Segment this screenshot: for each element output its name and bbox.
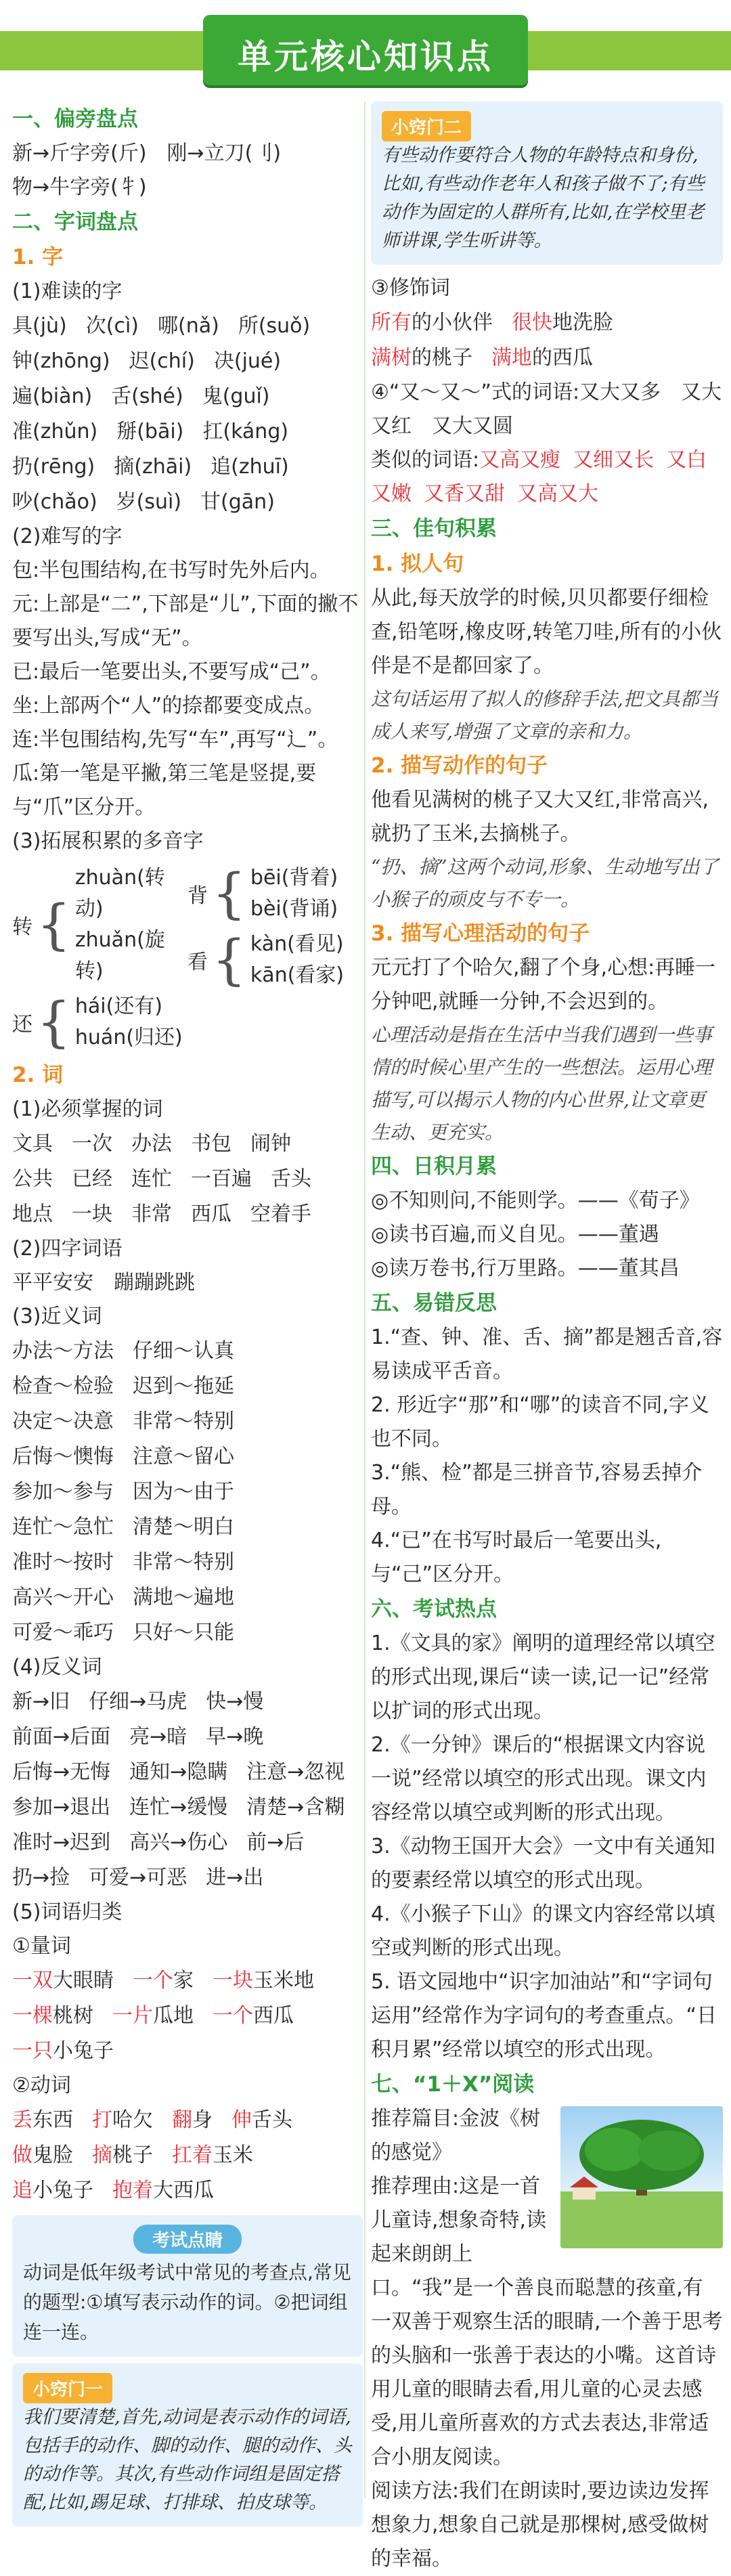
pinyin-char: 掰(bāi) <box>116 420 184 443</box>
word-row <box>12 414 363 450</box>
phrase-rest: 的西瓜 <box>532 346 593 370</box>
synonym-pair: 非常～特别 <box>133 1550 234 1574</box>
phrase-rest: 舌头 <box>252 2108 292 2132</box>
hotspot-item: 2.《一分钟》课后的“根据课文内容说一说”经常以填空的形式出现。课文内容经常以填空或判断的形式出现。 <box>371 1733 707 1825</box>
antonyms <box>12 1684 363 1896</box>
word: 非常 <box>131 1202 172 1226</box>
pinyin-char: 钟(zhōng) <box>12 349 110 373</box>
word-row <box>12 309 363 344</box>
modifiers <box>371 305 723 376</box>
item-title: (3)拓展积累的多音字 <box>12 829 204 853</box>
tip-text: 有些动作要符合人物的年龄特点和身份,比如,有些动作老年人和孩子做不了;有些动作为固定的人群所有,比如,在学校里老师讲课,学生听讲等。 <box>382 145 705 251</box>
phrase-rest: 身 <box>192 2108 213 2132</box>
synonym-pair: 高兴～开心 <box>12 1586 114 1609</box>
word: 地点 <box>12 1202 53 1226</box>
yy-words: ④“又～又～”式的词语:又大又多 又大又红 又大又圆 <box>371 380 722 438</box>
left-column <box>12 102 363 2533</box>
pinyin-char: 扛(káng) <box>202 420 289 443</box>
brace-icon: { <box>212 862 246 925</box>
word: 西瓜 <box>191 1202 231 1226</box>
antonym-pair: 准时→迟到 <box>12 1831 111 1854</box>
polyphone-char: 转 <box>12 915 32 939</box>
quote: ◎不知则问,不能则学。——《荀子》 <box>371 1189 700 1213</box>
subsection-title: 3. 描写心理活动的句子 <box>371 921 590 946</box>
phrase <box>12 2034 114 2069</box>
phrase-rest: 桃树 <box>53 2004 93 2028</box>
phrase <box>371 341 472 376</box>
word-row <box>12 1475 363 1510</box>
word: 一百遍 <box>191 1167 252 1191</box>
pinyin-char: 岁(suì) <box>116 490 182 514</box>
similar-words: 类似的词语:又高又瘦 又细又长 又白又嫩 又香又甜 又高又大 <box>371 448 707 506</box>
phrase <box>491 341 593 376</box>
section-title: 一、偏旁盘点 <box>12 107 138 131</box>
item-title: (1)必须掌握的词 <box>12 1097 163 1121</box>
pinyin-char: 舌(shé) <box>111 385 183 408</box>
phrase <box>231 2103 292 2138</box>
polyphone-readings <box>75 863 187 987</box>
antonym-pair: 进→出 <box>206 1866 264 1890</box>
phrase-highlight: 伸 <box>231 2108 252 2132</box>
word-row <box>12 344 363 379</box>
item-title: (3)近义词 <box>12 1305 102 1328</box>
item-title: (5)词语归类 <box>12 1900 123 1924</box>
synonyms <box>12 1334 363 1651</box>
similar-word: 又香又甜 <box>424 482 505 506</box>
word: 舌头 <box>271 1167 311 1191</box>
phrase <box>172 2103 213 2138</box>
phrase-rest: 鬼脸 <box>32 2143 73 2167</box>
quote: ◎读书百遍,而义自见。——董遇 <box>371 1223 659 1246</box>
phrase-highlight: 满树 <box>371 346 412 370</box>
word-row <box>12 1197 363 1232</box>
similar-word: 又高又瘦 <box>479 448 561 472</box>
antonym-pair: 前→后 <box>246 1831 305 1854</box>
phrase-row <box>12 2173 363 2208</box>
similar-word: 又高又大 <box>517 482 598 506</box>
phrase <box>12 2103 73 2138</box>
hard-write-line: 瓜:第一笔是平撇,第三笔是竖提,要与“爪”区分开。 <box>12 762 317 819</box>
synonym-pair: 准时～按时 <box>12 1550 114 1574</box>
phrase <box>112 2173 214 2208</box>
phrase-rest: 玉米 <box>213 2143 253 2167</box>
pinyin-char: 决(jué) <box>213 349 282 373</box>
item-title: (2)难写的字 <box>12 525 123 548</box>
antonym-pair: 注意→忽视 <box>246 1760 345 1784</box>
hotspot-item: 4.《小猴子下山》的课文内容经常以填空或判断的形式出现。 <box>371 1902 715 1960</box>
error-item: 4.“已”在书写时最后一笔要出头,与“己”区分开。 <box>371 1529 662 1586</box>
phrase <box>172 2138 253 2173</box>
phrase-highlight: 摘 <box>92 2143 112 2167</box>
phrase-highlight: 一双 <box>12 1969 53 1992</box>
word: 办法 <box>131 1132 172 1156</box>
phrase-rest: 的小伙伴 <box>412 311 493 334</box>
hard-write-line: 坐:上部两个“人”的捺都要变成点。 <box>12 694 325 718</box>
hard-write-line: 连:半包围结构,先写“车”,再写“辶”。 <box>12 728 338 751</box>
error-item: 1.“查、钟、准、舌、摘”都是翘舌音,容易读成平舌音。 <box>371 1326 723 1383</box>
polyphone-block <box>12 863 187 987</box>
polyphone-col <box>12 858 187 1057</box>
pinyin-char: 扔(rēng) <box>12 455 95 479</box>
polyphone-reading: huán(归还) <box>74 1026 183 1049</box>
item-title: ③修饰词 <box>371 276 450 300</box>
item-title: (4)反义词 <box>12 1655 102 1679</box>
item-title: (2)四字词语 <box>12 1237 123 1261</box>
phrase-highlight: 一个 <box>213 2004 253 2028</box>
pinyin-char: 鬼(guǐ) <box>202 385 270 408</box>
sentence-note: 心理活动是指在生活中当我们遇到一些事情的时候心里产生的一些想法。运用心理描写,可以揭示人物的内心世界,让文章更生动、更充实。 <box>371 1024 713 1143</box>
subsection-title: 2. 描写动作的句子 <box>371 754 548 778</box>
hard-write-line: 元:上部是“二”,下部是“儿”,下面的撇不要写出头,写成“无”。 <box>12 592 359 650</box>
word-row <box>12 1755 363 1790</box>
right-column <box>371 102 723 2576</box>
synonym-pair: 迟到～拖延 <box>133 1374 234 1398</box>
radical-line: 新→斤字旁(斤) 刚→立刀(刂) <box>12 141 282 165</box>
hard-write-line: 包:半包围结构,在书写时先外后内。 <box>12 559 330 582</box>
polyphone-reading: bèi(背诵) <box>250 897 338 921</box>
word-row <box>12 1825 363 1860</box>
column-divider <box>364 102 366 2498</box>
synonym-pair: 检查～检验 <box>12 1374 114 1398</box>
synonym-pair: 满地～遍地 <box>133 1586 234 1609</box>
section-title: 四、日积月累 <box>371 1154 497 1179</box>
hard-write-list <box>12 554 363 825</box>
tip-box-2 <box>371 102 723 265</box>
polyphone-reading: hái(还有) <box>74 995 163 1018</box>
similar-word: 又细又长 <box>573 448 655 472</box>
word: 闹钟 <box>250 1132 291 1156</box>
reading-block <box>371 2102 723 2474</box>
polyphone-block <box>187 929 363 991</box>
item-title: ②动词 <box>12 2074 71 2097</box>
reading-method: 阅读方法:我们在朗读时,要边读边发挥想象力,想象自己就是那棵树,感受做树的幸福。 <box>371 2479 709 2571</box>
hotspot-item: 5. 语文园地中“识字加油站”和“字词句运用”经常作为字词句的考查重点。“日积月累”经常以填空的形式出现。 <box>371 1970 717 2061</box>
antonym-pair: 通知→隐瞒 <box>129 1760 228 1784</box>
phrase-row <box>12 2138 363 2173</box>
antonym-pair: 新→旧 <box>12 1690 70 1713</box>
pinyin-char: 准(zhǔn) <box>12 420 98 443</box>
phrase <box>92 2138 153 2173</box>
phrase-rest: 地洗脸 <box>552 311 613 334</box>
exam-box <box>12 2215 363 2357</box>
pinyin-char: 甘(gān) <box>200 490 275 514</box>
phrase-rest: 东西 <box>32 2108 73 2132</box>
word: 公共 <box>12 1167 53 1191</box>
section-title: 六、考试热点 <box>371 1597 497 1621</box>
word-row <box>12 1334 363 1369</box>
synonym-pair: 只好～只能 <box>133 1621 234 1644</box>
pinyin-char: 吵(chǎo) <box>12 490 97 514</box>
word-row <box>12 1860 363 1896</box>
hotspot-item: 1.《文具的家》阐明的道理经常以填空的形式出现,课后“读一读,记一记”经常以扩词的形式出现。 <box>371 1632 715 1723</box>
word-row <box>12 1615 363 1651</box>
antonym-pair: 清楚→含糊 <box>246 1795 345 1819</box>
antonym-pair: 仔细→马虎 <box>89 1690 187 1713</box>
subsection-title: 2. 词 <box>12 1063 64 1087</box>
brace-icon: { <box>37 990 71 1053</box>
exam-text: 动词是低年级考试中常见的考查点,常见的题型:①填写表示动作的词。②把词组连一连。 <box>23 2261 351 2343</box>
phrase-row <box>12 1963 363 1999</box>
phrase-rest: 西瓜 <box>253 2004 294 2028</box>
phrase-highlight: 追 <box>12 2179 32 2202</box>
word-row <box>12 1439 363 1475</box>
hard-read-list <box>12 309 363 520</box>
word-row <box>12 1510 363 1545</box>
pinyin-char: 哪(nǎ) <box>158 314 219 338</box>
word-row <box>12 485 363 520</box>
polyphone-block <box>187 863 363 925</box>
sentence: 元元打了个哈欠,翻了个身,心想:再睡一分钟吧,就睡一分钟,不会迟到的。 <box>371 956 716 1013</box>
pinyin-char: 追(zhuī) <box>211 455 289 479</box>
word-row <box>12 1790 363 1825</box>
phrase-rest: 大眼睛 <box>53 1969 114 1992</box>
tip-box-1 <box>12 2363 363 2527</box>
polyphone-readings <box>75 991 183 1053</box>
pinyin-char: 摘(zhāi) <box>114 455 192 479</box>
recommend-reason: 推荐理由:这是一首儿童诗,想象奇特,读起来朗朗上口。“我”是一个善良而聪慧的孩童,有一双善于观察生活的眼睛,一个善于思考的头脑和一张善于表达的小嘴。这首诗用儿童的眼睛去看,用儿童的心灵去感受,用儿童所喜欢的方式去表达,非常适合小朋友阅读。 <box>371 2175 723 2469</box>
polyphone-char: 背 <box>187 884 208 908</box>
word: 已经 <box>72 1167 112 1191</box>
phrase <box>12 2138 73 2173</box>
word: 连忙 <box>131 1167 172 1191</box>
phrase-rest: 哈欠 <box>112 2108 153 2132</box>
antonym-pair: 参加→退出 <box>12 1795 111 1819</box>
quote: ◎读万卷书,行万里路。——董其昌 <box>371 1257 680 1280</box>
phrase-highlight: 一块 <box>213 1969 253 1992</box>
phrase <box>12 2173 93 2208</box>
synonym-pair: 后悔～懊悔 <box>12 1445 114 1468</box>
exam-tag: 考试点睛 <box>133 2225 242 2254</box>
phrase <box>512 305 613 341</box>
sentence: 从此,每天放学的时候,贝贝都要仔细检查,铅笔呀,橡皮呀,转笔刀哇,所有的小伙伴是不是都回家了。 <box>371 586 722 678</box>
word-row <box>12 379 363 414</box>
word-row <box>12 1369 363 1404</box>
polyphone-col <box>187 858 363 1057</box>
synonym-pair: 可爱～乖巧 <box>12 1621 114 1644</box>
phrase-highlight: 很快 <box>512 311 552 334</box>
pinyin-char: 遍(biàn) <box>12 385 93 408</box>
word-row <box>12 1404 363 1439</box>
phrase-highlight: 翻 <box>172 2108 192 2132</box>
header <box>0 0 731 102</box>
phrase <box>371 305 493 341</box>
antonym-pair: 扔→捡 <box>12 1866 70 1890</box>
item-title: ①量词 <box>12 1934 71 1958</box>
antonym-pair: 后悔→无悔 <box>12 1760 111 1784</box>
antonym-pair: 高兴→伤心 <box>129 1831 228 1854</box>
phrase-rest: 玉米地 <box>253 1969 314 1992</box>
antonym-pair: 早→晚 <box>206 1725 264 1749</box>
tree-icon <box>560 2106 723 2248</box>
synonym-pair: 连忙～急忙 <box>12 1515 114 1539</box>
phrase-highlight: 满地 <box>491 346 532 370</box>
tip-tag: 小窍门二 <box>382 111 471 141</box>
polyphone-reading: bēi(背着) <box>250 866 338 890</box>
phrase-rest: 的桃子 <box>412 346 472 370</box>
word-row <box>12 1684 363 1720</box>
synonym-pair: 因为～由于 <box>133 1480 234 1504</box>
pinyin-char: 具(jù) <box>12 314 67 338</box>
phrase-row <box>12 1999 363 2034</box>
synonym-pair: 清楚～明白 <box>133 1515 234 1539</box>
phrase-rest: 家 <box>173 1969 194 1992</box>
section-title: 七、“1＋X”阅读 <box>371 2072 535 2097</box>
phrase-rest: 瓜地 <box>153 2004 194 2028</box>
phrase <box>213 1999 294 2034</box>
phrase-row <box>371 305 723 341</box>
synonym-pair: 决定～决意 <box>12 1410 114 1433</box>
brace-icon: { <box>212 928 246 991</box>
word: 书包 <box>191 1132 231 1156</box>
word-row <box>12 1580 363 1615</box>
four-char-words: 平平安安 蹦蹦跳跳 <box>12 1271 195 1294</box>
section-title: 三、佳句积累 <box>371 517 497 541</box>
verbs <box>12 2103 363 2208</box>
phrase <box>213 1963 314 1999</box>
polyphone-reading: kàn(看见) <box>250 932 344 956</box>
must-words <box>12 1127 363 1232</box>
synonym-pair: 参加～参与 <box>12 1480 114 1504</box>
synonym-pair: 注意～留心 <box>133 1445 234 1468</box>
tree-illustration <box>560 2106 723 2248</box>
phrase-highlight: 所有 <box>371 311 412 334</box>
phrase-highlight: 一片 <box>112 2004 153 2028</box>
phrase-highlight: 一只 <box>12 2039 53 2063</box>
header-banner <box>203 15 528 85</box>
hard-write-line: 已:最后一笔要出头,不要写成“己”。 <box>12 660 331 684</box>
polyphone-readings <box>250 863 338 925</box>
sentence: 他看见满树的桃子又大又红,非常高兴,就扔了玉米,去摘桃子。 <box>371 788 709 846</box>
phrase-rest: 大西瓜 <box>153 2179 214 2202</box>
pinyin-char: 次(cì) <box>85 314 139 338</box>
measure-words <box>12 1963 363 2069</box>
pinyin-char: 所(suǒ) <box>238 314 311 338</box>
word-row <box>12 1545 363 1580</box>
sentence-note: 这句话运用了拟人的修辞手法,把文具都当成人来写,增强了文章的亲和力。 <box>371 688 718 743</box>
phrase-row <box>12 2034 363 2069</box>
polyphone-char: 还 <box>12 1013 32 1036</box>
phrase-highlight: 打 <box>92 2108 112 2132</box>
word: 空着手 <box>250 1202 311 1226</box>
error-item: 2. 形近字“那”和“哪”的读音不同,字义也不同。 <box>371 1393 709 1451</box>
phrase-highlight: 抱着 <box>112 2179 153 2202</box>
word: 文具 <box>12 1132 53 1156</box>
synonym-pair: 仔细～认真 <box>133 1339 234 1363</box>
phrase <box>12 1963 114 1999</box>
similar-word: 又白又嫩 <box>371 448 707 506</box>
phrase-rest: 小兔子 <box>32 2179 93 2202</box>
recommend-book: 推荐篇目:金波《树的感觉》 <box>371 2107 541 2164</box>
phrase-highlight: 扛着 <box>172 2143 213 2167</box>
tip-tag: 小窍门一 <box>23 2373 112 2403</box>
polyphone-block <box>12 991 187 1053</box>
polyphone-char: 看 <box>187 951 208 974</box>
brace-icon: { <box>37 893 71 956</box>
phrase <box>133 1963 194 1999</box>
polyphone-reading: zhuǎn(旋转) <box>74 928 165 983</box>
word-row <box>12 1127 363 1162</box>
pinyin-char: 迟(chí) <box>129 349 195 373</box>
polyphone-reading: kān(看家) <box>250 963 345 987</box>
section-title: 二、字词盘点 <box>12 210 138 234</box>
antonym-pair: 连忙→缓慢 <box>129 1795 228 1819</box>
polyphone-reading: zhuàn(转动) <box>74 866 165 921</box>
antonym-pair: 快→慢 <box>206 1690 264 1713</box>
phrase <box>92 2103 153 2138</box>
phrase-row <box>12 2103 363 2138</box>
page-title: 单元核心知识点 <box>238 37 493 77</box>
phrase-rest: 小兔子 <box>53 2039 114 2063</box>
antonym-pair: 前面→后面 <box>12 1725 111 1749</box>
subsection-title: 1. 拟人句 <box>371 552 464 576</box>
polyphone-grid <box>12 858 363 1057</box>
hotspot-item: 3.《动物王国开大会》一文中有关通知的要素经常以填空的形式出现。 <box>371 1835 715 1892</box>
phrase-highlight: 做 <box>12 2143 32 2167</box>
phrase-highlight: 一棵 <box>12 2004 53 2028</box>
antonym-pair: 可爱→可恶 <box>89 1866 187 1890</box>
word-row <box>12 1162 363 1197</box>
item-title: (1)难读的字 <box>12 280 123 303</box>
sentence-note: “扔、摘”这两个动词,形象、生动地写出了小猴子的顽皮与不专一。 <box>371 856 719 911</box>
phrase <box>12 1999 93 2034</box>
word-row <box>12 450 363 485</box>
polyphone-readings <box>250 929 344 991</box>
error-item: 3.“熊、检”都是三拼音节,容易丢掉介母。 <box>371 1461 703 1519</box>
word: 一次 <box>72 1132 112 1156</box>
word-row <box>12 1720 363 1755</box>
radical-line: 物→牛字旁(牜) <box>12 175 147 199</box>
word: 一块 <box>72 1202 112 1226</box>
synonym-pair: 办法～方法 <box>12 1339 114 1363</box>
phrase-highlight: 一个 <box>133 1969 173 1992</box>
phrase-row <box>371 341 723 376</box>
phrase <box>112 1999 194 2034</box>
tip-text: 我们要清楚,首先,动词是表示动作的词语,包括手的动作、脚的动作、腿的动作、头的动作等。其次,有些动作词组是固定搭配,比如,踢足球、打排球、拍皮球等。 <box>23 2407 352 2513</box>
antonym-pair: 亮→暗 <box>129 1725 187 1749</box>
subsection-title: 1. 字 <box>12 245 64 269</box>
synonym-pair: 非常～特别 <box>133 1410 234 1433</box>
phrase-rest: 桃子 <box>112 2143 153 2167</box>
phrase-highlight: 丢 <box>12 2108 32 2132</box>
section-title: 五、易错反思 <box>371 1291 497 1315</box>
